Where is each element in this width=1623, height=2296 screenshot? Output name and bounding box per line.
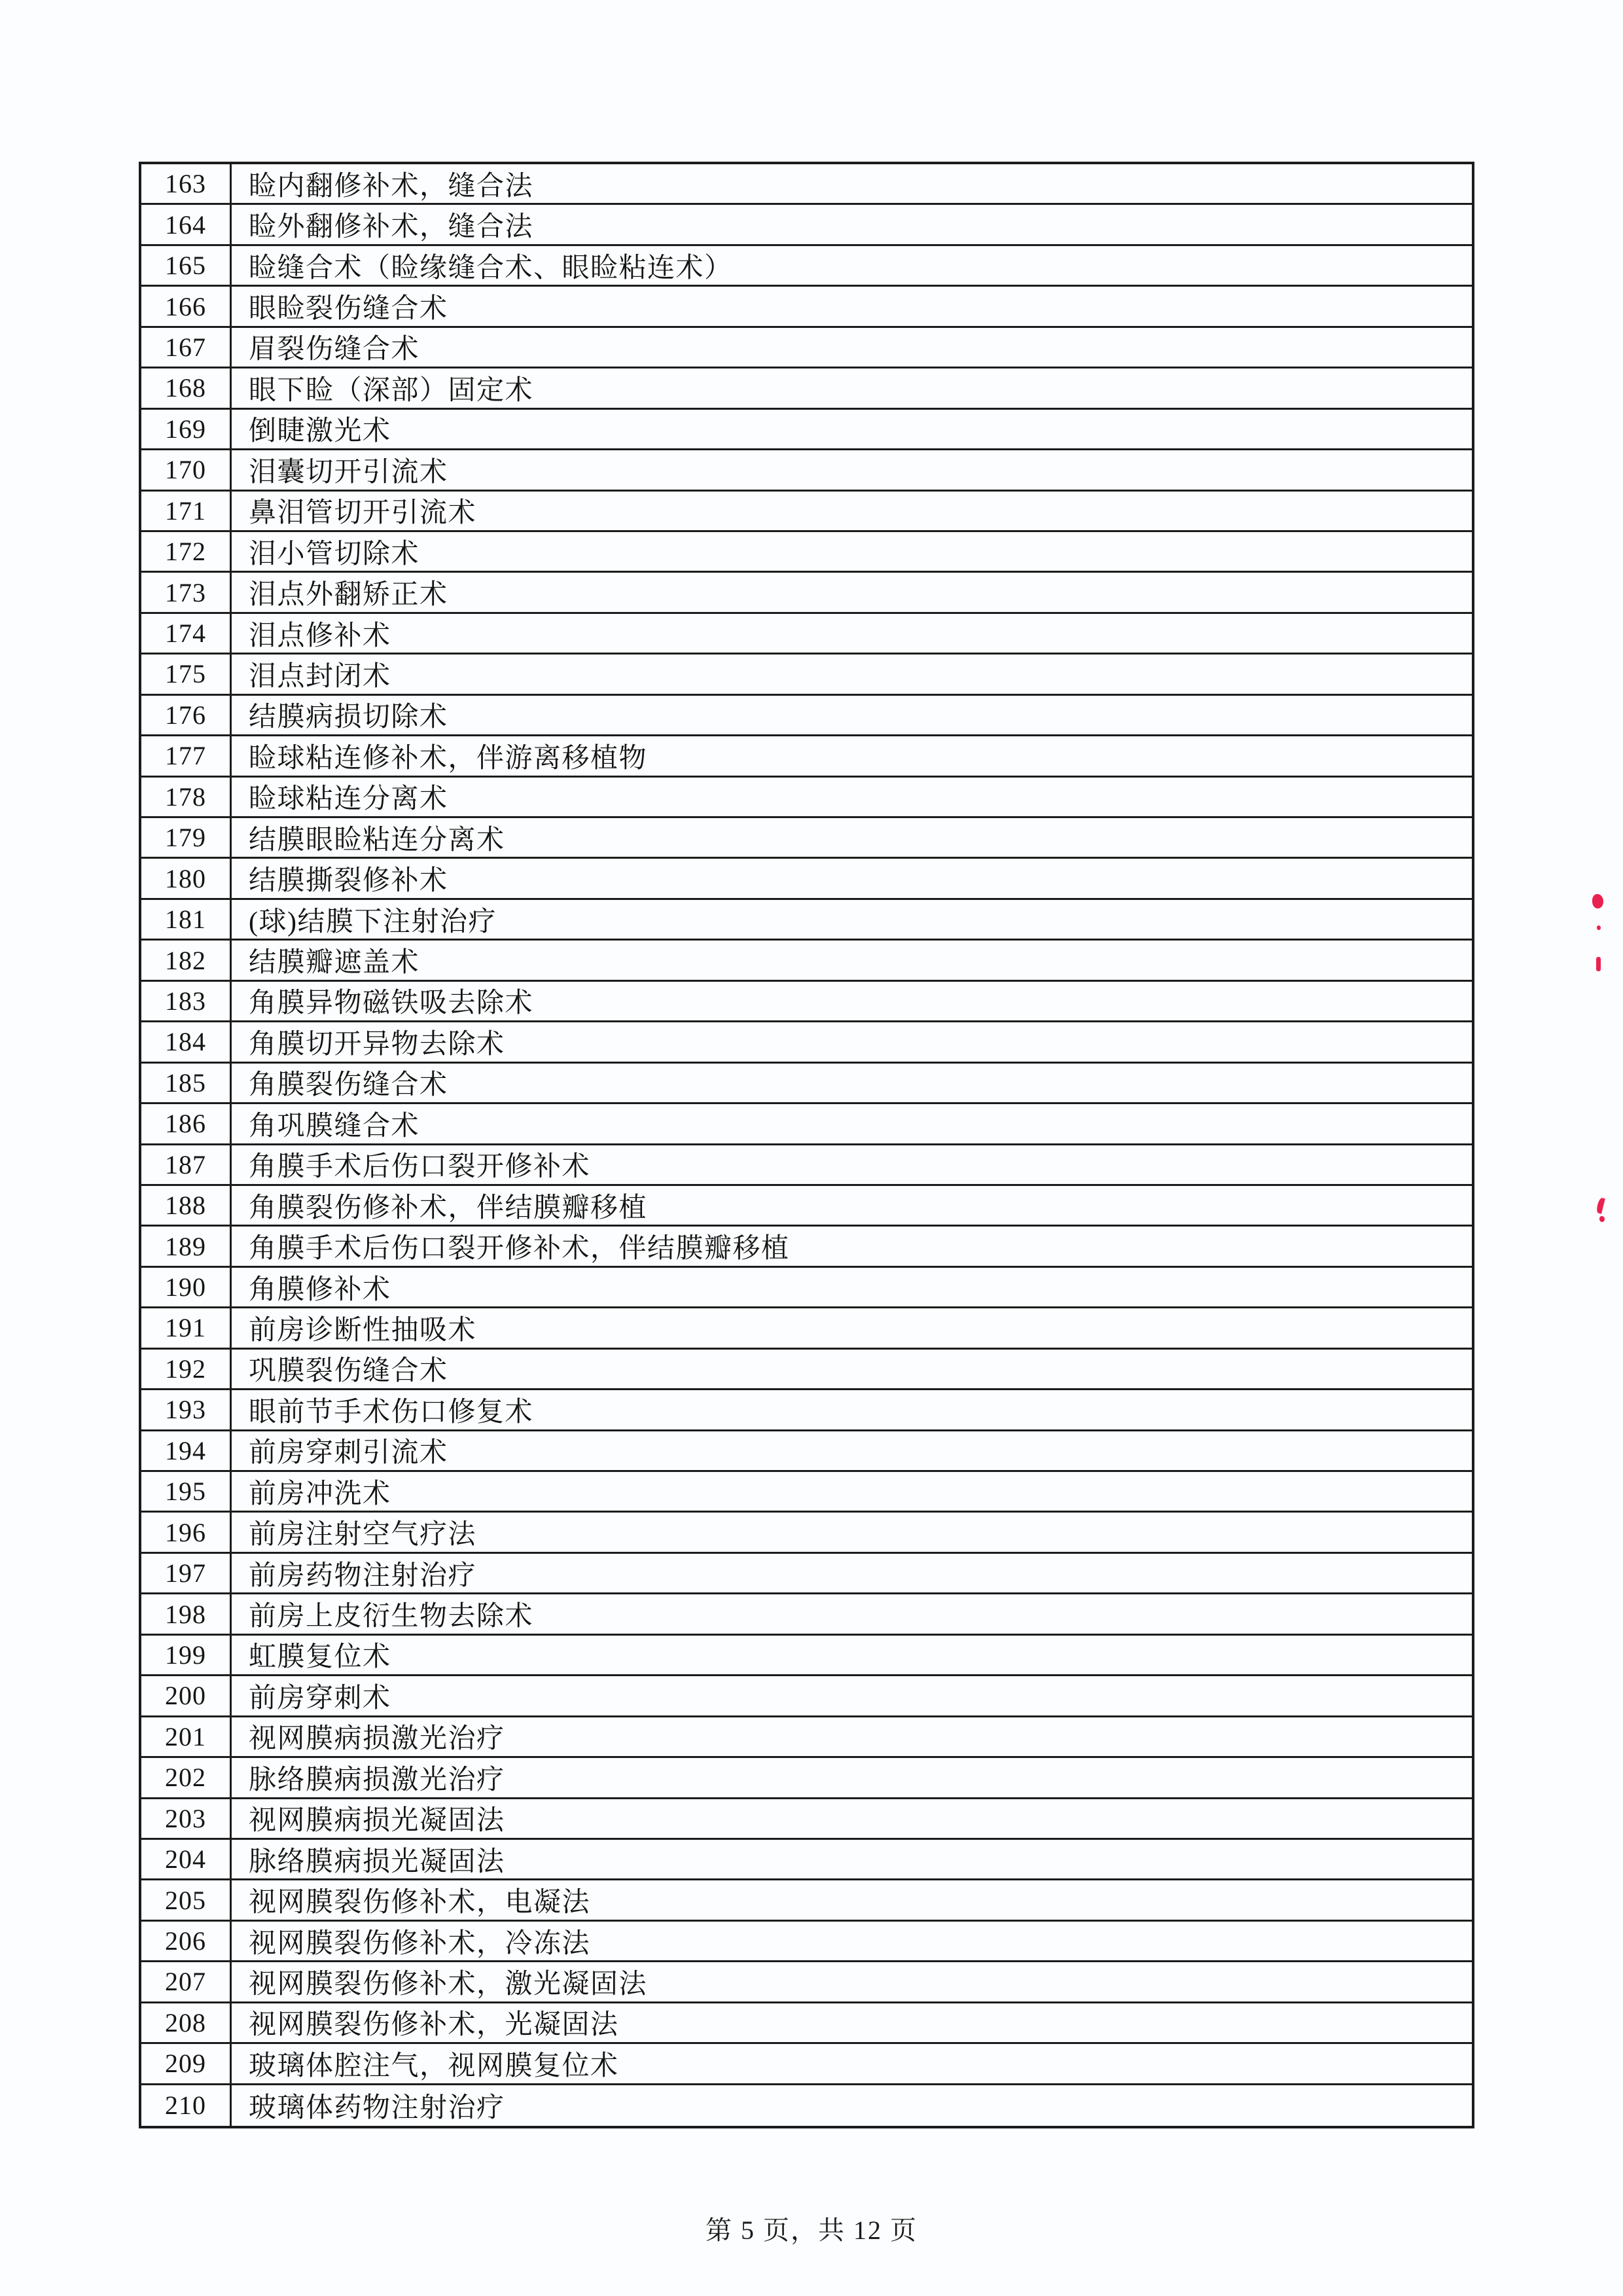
- procedure-name: 结膜病损切除术: [249, 702, 448, 733]
- row-number: 200: [141, 1676, 232, 1715]
- table-row: [141, 1880, 1472, 1921]
- row-number: 188: [141, 1186, 232, 1225]
- row-number: 207: [141, 1962, 232, 2001]
- procedure-name: 睑缝合术（睑缘缝合术、眼睑粘连术）: [249, 253, 733, 283]
- row-number: 191: [141, 1308, 232, 1347]
- row-number: 164: [141, 205, 232, 243]
- row-number: 186: [141, 1104, 232, 1143]
- red-ink-mark: [1596, 1197, 1605, 1213]
- table-row: [141, 1758, 1472, 1799]
- procedure-name: 前房上皮衍生物去除术: [249, 1602, 534, 1632]
- procedure-name: 泪点外翻矫正术: [249, 580, 448, 611]
- procedure-name: 角巩膜缝合术: [249, 1111, 420, 1141]
- table-row: [141, 1554, 1472, 1594]
- table-row: [141, 982, 1472, 1022]
- table-row: [141, 2003, 1472, 2044]
- table-row: [141, 1104, 1472, 1145]
- page-number-text: 第 5 页，共 12 页: [705, 2215, 918, 2245]
- row-number: 198: [141, 1594, 232, 1633]
- row-number: 181: [141, 900, 232, 939]
- row-number: 177: [141, 736, 232, 775]
- table-row: [141, 287, 1472, 327]
- row-number: 167: [141, 328, 232, 367]
- row-number: 163: [141, 164, 232, 203]
- row-number: 169: [141, 410, 232, 448]
- table-row: [141, 164, 1472, 205]
- row-number: 172: [141, 532, 232, 571]
- procedure-name: 前房药物注射治疗: [249, 1560, 477, 1591]
- row-number: 168: [141, 368, 232, 407]
- row-number: 192: [141, 1350, 232, 1388]
- procedure-name: 角膜裂伤修补术，伴结膜瓣移植: [249, 1193, 648, 1223]
- procedure-name: 前房冲洗术: [249, 1479, 391, 1509]
- table-row: [141, 1676, 1472, 1717]
- procedure-name: 脉络膜病损光凝固法: [249, 1846, 505, 1877]
- red-ink-mark: [1597, 925, 1601, 930]
- table-row: [141, 1145, 1472, 1186]
- table-row: [141, 532, 1472, 573]
- red-ink-mark: [1596, 957, 1601, 971]
- table-row: [141, 818, 1472, 859]
- table-row: [141, 859, 1472, 899]
- row-number: 175: [141, 655, 232, 693]
- row-number: 189: [141, 1227, 232, 1265]
- row-number: 178: [141, 778, 232, 816]
- row-number: 182: [141, 941, 232, 979]
- table-row: [141, 736, 1472, 777]
- table-row: [141, 696, 1472, 736]
- table-row: [141, 1962, 1472, 2003]
- row-number: 190: [141, 1268, 232, 1306]
- row-number: 174: [141, 614, 232, 653]
- table-row: [141, 614, 1472, 655]
- procedure-name: 结膜眼睑粘连分离术: [249, 825, 505, 855]
- table-row: [141, 1513, 1472, 1553]
- row-number: 202: [141, 1758, 232, 1797]
- procedure-name: 视网膜病损激光治疗: [249, 1724, 505, 1755]
- procedure-name: 睑内翻修补术，缝合法: [249, 171, 534, 202]
- table-row: [141, 1840, 1472, 1880]
- procedure-name: 视网膜病损光凝固法: [249, 1806, 505, 1837]
- table-row: [141, 492, 1472, 532]
- table-row: [141, 1636, 1472, 1676]
- procedure-name: 睑球粘连分离术: [249, 784, 448, 815]
- table-row: [141, 1799, 1472, 1840]
- procedure-name: 角膜手术后伤口裂开修补术: [249, 1152, 591, 1183]
- row-number: 171: [141, 492, 232, 530]
- procedure-name: 眉裂伤缝合术: [249, 334, 420, 365]
- row-number: 206: [141, 1922, 232, 1960]
- procedure-name: 虹膜复位术: [249, 1642, 391, 1673]
- row-number: 205: [141, 1880, 232, 1919]
- row-number: 209: [141, 2044, 232, 2083]
- table-row: [141, 1022, 1472, 1063]
- table-row: [141, 410, 1472, 450]
- procedure-name: 前房穿刺术: [249, 1683, 391, 1713]
- procedure-name: 泪小管切除术: [249, 539, 420, 569]
- table-row: [141, 328, 1472, 368]
- table-row: [141, 573, 1472, 613]
- procedure-name: 前房穿刺引流术: [249, 1438, 448, 1469]
- procedure-name: 睑球粘连修补术，伴游离移植物: [249, 743, 648, 774]
- procedure-name: 泪囊切开引流术: [249, 457, 448, 488]
- procedure-name: 视网膜裂伤修补术，电凝法: [249, 1888, 591, 1918]
- table-row: [141, 2044, 1472, 2085]
- row-number: 166: [141, 287, 232, 325]
- row-number: 173: [141, 573, 232, 611]
- procedure-name: 巩膜裂伤缝合术: [249, 1356, 448, 1387]
- row-number: 180: [141, 859, 232, 897]
- procedure-name: 前房注射空气疗法: [249, 1520, 477, 1551]
- row-number: 183: [141, 982, 232, 1020]
- row-number: 197: [141, 1554, 232, 1592]
- table-row: [141, 1594, 1472, 1635]
- row-number: 193: [141, 1390, 232, 1429]
- row-number: 208: [141, 2003, 232, 2042]
- procedure-name: 脉络膜病损激光治疗: [249, 1765, 505, 1795]
- table-row: [141, 246, 1472, 287]
- row-number: 195: [141, 1472, 232, 1511]
- row-number: 196: [141, 1513, 232, 1551]
- table-row: [141, 450, 1472, 491]
- procedure-name: 角膜修补术: [249, 1274, 391, 1305]
- table-row: [141, 1390, 1472, 1431]
- row-number: 170: [141, 450, 232, 489]
- table-row: [141, 368, 1472, 409]
- table-row: [141, 1350, 1472, 1390]
- table-row: [141, 1227, 1472, 1267]
- procedure-table: [139, 162, 1474, 2128]
- procedure-name: 玻璃体腔注气，视网膜复位术: [249, 2051, 619, 2081]
- row-number: 194: [141, 1431, 232, 1470]
- procedure-name: 视网膜裂伤修补术，激光凝固法: [249, 1969, 648, 2000]
- page-footer: [0, 2210, 1623, 2247]
- procedure-name: 角膜手术后伤口裂开修补术，伴结膜瓣移植: [249, 1234, 790, 1265]
- procedure-name: 结膜撕裂修补术: [249, 866, 448, 897]
- table-row: [141, 1431, 1472, 1472]
- row-number: 185: [141, 1064, 232, 1102]
- procedure-name: 泪点封闭术: [249, 661, 391, 692]
- procedure-name: 角膜切开异物去除术: [249, 1029, 505, 1060]
- row-number: 201: [141, 1717, 232, 1756]
- procedure-name: 睑外翻修补术，缝合法: [249, 212, 534, 243]
- table-row: [141, 655, 1472, 695]
- table-row: [141, 778, 1472, 818]
- row-number: 199: [141, 1636, 232, 1674]
- procedure-name: (球)结膜下注射治疗: [249, 906, 497, 937]
- row-number: 187: [141, 1145, 232, 1184]
- row-number: 210: [141, 2085, 232, 2126]
- row-number: 179: [141, 818, 232, 857]
- red-ink-mark: [1592, 894, 1603, 908]
- procedure-name: 视网膜裂伤修补术，冷冻法: [249, 1928, 591, 1959]
- table-row: [141, 2085, 1472, 2126]
- row-number: 176: [141, 696, 232, 734]
- table-row: [141, 1064, 1472, 1104]
- row-number: 165: [141, 246, 232, 285]
- table-row: [141, 205, 1472, 245]
- table-row: [141, 941, 1472, 981]
- table-row: [141, 1472, 1472, 1513]
- procedure-name: 结膜瓣遮盖术: [249, 948, 420, 978]
- procedure-name: 眼前节手术伤口修复术: [249, 1397, 534, 1427]
- row-number: 184: [141, 1022, 232, 1061]
- procedure-name: 眼睑裂伤缝合术: [249, 294, 448, 325]
- procedure-name: 角膜异物磁铁吸去除术: [249, 988, 534, 1019]
- procedure-name: 鼻泪管切开引流术: [249, 498, 477, 529]
- table-row: [141, 1186, 1472, 1227]
- row-number: 203: [141, 1799, 232, 1838]
- table-row: [141, 1922, 1472, 1962]
- procedure-name: 泪点修补术: [249, 620, 391, 651]
- table-row: [141, 1717, 1472, 1758]
- procedure-name: 视网膜裂伤修补术，光凝固法: [249, 2010, 619, 2041]
- procedure-name: 眼下睑（深部）固定术: [249, 375, 534, 406]
- table-row: [141, 900, 1472, 941]
- procedure-name: 倒睫激光术: [249, 416, 391, 447]
- procedure-name: 玻璃体药物注射治疗: [249, 2092, 505, 2123]
- red-ink-mark: [1599, 1216, 1605, 1222]
- procedure-name: 前房诊断性抽吸术: [249, 1315, 477, 1346]
- table-row: [141, 1308, 1472, 1349]
- procedure-name: 角膜裂伤缝合术: [249, 1070, 448, 1101]
- row-number: 204: [141, 1840, 232, 1878]
- table-row: [141, 1268, 1472, 1308]
